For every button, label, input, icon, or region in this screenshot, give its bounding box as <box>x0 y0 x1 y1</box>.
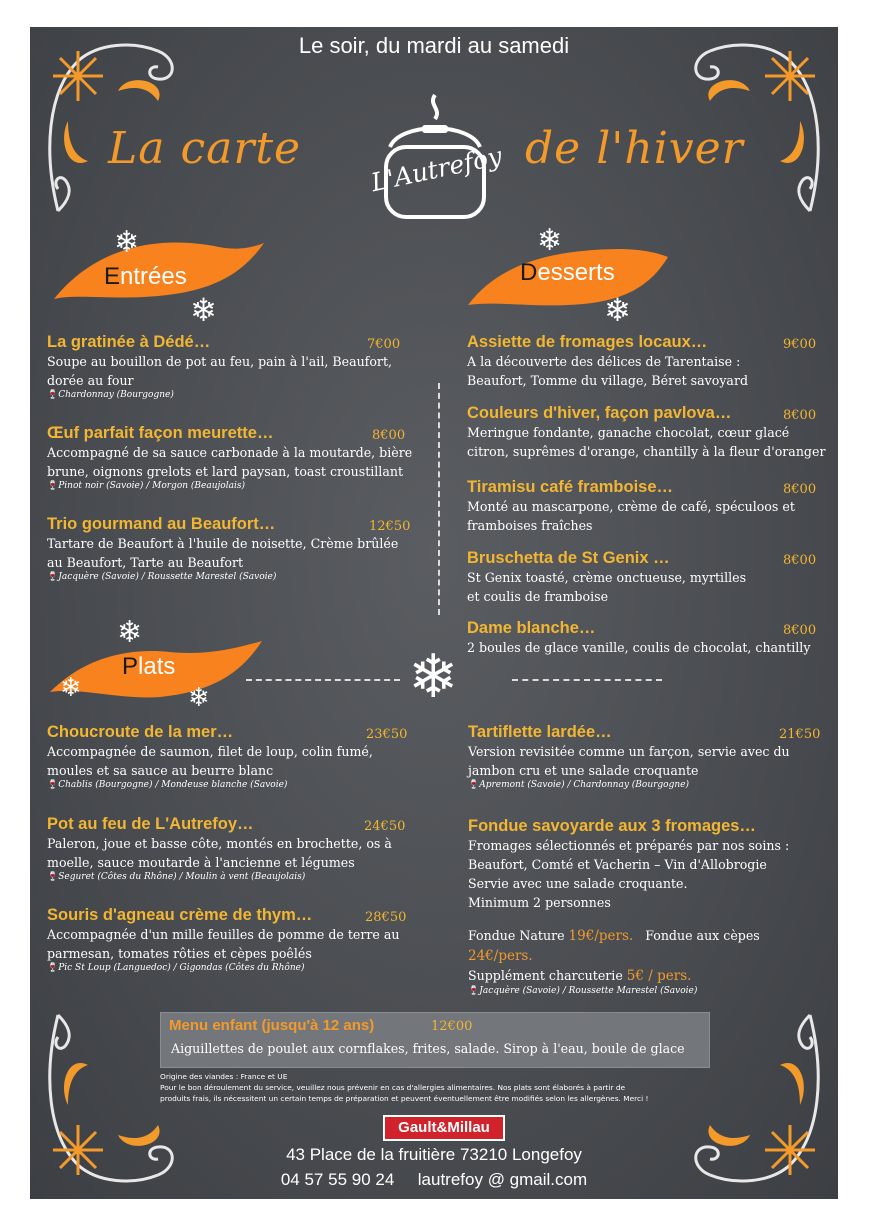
snowflake-icon: ❄ <box>408 642 459 712</box>
entrees-banner-title: Entrées <box>104 263 187 290</box>
dish-name: Tiramisu café framboise… <box>467 478 674 496</box>
dish-name: Œuf parfait façon meurette… <box>47 424 274 442</box>
kids-menu-box <box>160 1012 710 1068</box>
dessert-item <box>467 404 832 461</box>
horizontal-divider-right <box>512 679 662 681</box>
dish-price: 9€00 <box>783 337 817 352</box>
dish-price: 28€50 <box>365 910 407 925</box>
snowflake-icon: ❄ <box>60 673 82 703</box>
dish-description: Tartare de Beaufort à l'huile de noisette, Crème brûlée au Beaufort, Tarte au Beaufort <box>47 536 399 570</box>
title-right: de l'hiver <box>525 123 744 174</box>
wine-glass-icon: 🍷 <box>47 780 59 790</box>
plat-item <box>47 723 422 790</box>
wine-pairing: 🍷Apremont (Savoie) / Chardonnay (Bourgogne) <box>468 780 690 790</box>
dish-name: Fondue savoyarde aux 3 fromages… <box>468 817 756 835</box>
dish-description: Monté au mascarpone, crème de café, spéculoos et framboises fraîches <box>467 499 795 533</box>
dish-name: La gratinée à Dédé… <box>47 333 211 351</box>
wine-glass-icon: 🍷 <box>47 572 59 582</box>
allergy-note-2: produits frais, ils nécessitent un certain temps de préparation et peuvent éventuellement être modifiés selon les allergènes. Merci ! <box>160 1094 649 1103</box>
plat-item <box>47 906 422 973</box>
entree-item <box>47 424 417 491</box>
snowflake-icon: ❄ <box>604 291 631 329</box>
dessert-item <box>467 333 827 390</box>
dish-price: 8€00 <box>783 553 817 568</box>
dish-name: Trio gourmand au Beaufort… <box>47 515 276 533</box>
wine-glass-icon: 🍷 <box>47 963 59 973</box>
wine-pairing: 🍷Chardonnay (Bourgogne) <box>47 390 174 400</box>
kids-menu-description: Aiguillettes de poulet aux cornflakes, frites, salade. Sirop à l'eau, boule de glace <box>171 1041 685 1056</box>
entree-item <box>47 333 407 400</box>
dish-price: 12€50 <box>369 519 411 534</box>
wine-pairing: 🍷Jacquère (Savoie) / Roussette Marestel (Savoie) <box>468 986 698 996</box>
wine-pairing: 🍷Jacquère (Savoie) / Roussette Marestel (Savoie) <box>47 572 277 582</box>
snowflake-icon: ❄ <box>117 615 143 650</box>
dish-name: Tartiflette lardée… <box>468 723 612 741</box>
desserts-banner-title: Desserts <box>520 259 615 286</box>
dish-description: St Genix toasté, crème onctueuse, myrtilles et coulis de framboise <box>467 570 747 604</box>
dish-description: Version revisitée comme un farçon, servie avec du jambon cru et une salade croquante <box>468 744 790 778</box>
kids-menu-title: Menu enfant (jusqu'à 12 ans) <box>169 1017 375 1034</box>
dessert-item <box>467 478 827 535</box>
dish-description: Accompagnée d'un mille feuilles de pomme de terre au parmesan, tomates rôties et cèpes poêlés <box>47 927 400 961</box>
plats-banner-title: Plats <box>122 653 176 680</box>
dish-description: Paleron, joue et basse côte, montés en brochette, os à moelle, sauce moutarde à l'ancienne et légumes <box>47 836 392 870</box>
dish-name: Couleurs d'hiver, façon pavlova… <box>467 404 732 422</box>
wine-glass-icon: 🍷 <box>47 872 59 882</box>
snowflake-icon: ❄ <box>190 291 217 329</box>
entree-item <box>47 515 417 582</box>
snowflake-icon: ❄ <box>188 683 210 713</box>
dish-name: Pot au feu de L'Autrefoy… <box>47 815 254 833</box>
dessert-item <box>467 619 827 657</box>
footer-address: 43 Place de la fruitière 73210 Longefoy <box>286 1145 582 1164</box>
dish-price: 7€00 <box>367 337 401 352</box>
dish-description: 2 boules de glace vanille, coulis de chocolat, chantilly <box>467 640 811 655</box>
chalkboard <box>30 27 838 1199</box>
wine-glass-icon: 🍷 <box>468 986 480 996</box>
dish-price: 8€00 <box>783 408 817 423</box>
origin-note: Origine des viandes : France et UE <box>160 1072 288 1081</box>
dish-name: Souris d'agneau crème de thym… <box>47 906 313 924</box>
title-left: La carte <box>108 123 302 174</box>
gault-millau-badge: Gault&Millau <box>383 1115 505 1141</box>
dish-description: Accompagnée de saumon, filet de loup, colin fumé, moules et sa sauce au beurre blanc <box>47 744 373 778</box>
dish-name: Choucroute de la mer… <box>47 723 234 741</box>
wine-pairing: 🍷Pic St Loup (Languedoc) / Gigondas (Côtes du Rhône) <box>47 963 305 973</box>
dish-description: Accompagné de sa sauce carbonade à la moutarde, bière brune, oignons grelots et lard paysan, toast croustillant <box>47 445 413 479</box>
kids-menu-price: 12€00 <box>431 1019 473 1034</box>
wine-glass-icon: 🍷 <box>47 390 59 400</box>
footer-contact <box>30 1170 838 1190</box>
phone-number[interactable]: 04 57 55 90 24 <box>280 1170 395 1189</box>
dish-description: Fromages sélectionnés et préparés par nos soins : Beaufort, Comté et Vacherin – Vin d'Allobrogie Servie avec une salade croquante. Minimum 2 personnes <box>468 838 790 910</box>
fondue-prices: Fondue Nature 19€/pers. Fondue aux cèpes 24€/pers. Supplément charcuterie 5€ / pers. <box>468 928 760 984</box>
dish-price: 21€50 <box>779 727 821 742</box>
footnotes <box>160 1071 750 1104</box>
wine-glass-icon: 🍷 <box>47 481 59 491</box>
dish-name: Dame blanche… <box>467 619 596 637</box>
plat-item <box>47 815 422 882</box>
dish-name: Assiette de fromages locaux… <box>467 333 708 351</box>
wine-pairing: 🍷Chablis (Bourgogne) / Mondeuse blanche (Savoie) <box>47 780 288 790</box>
dish-name: Bruschetta de St Genix … <box>467 549 670 567</box>
wine-glass-icon: 🍷 <box>468 780 480 790</box>
schedule-text: Le soir, du mardi au samedi <box>298 33 570 58</box>
dish-price: 8€00 <box>372 428 406 443</box>
dish-description: Soupe au bouillon de pot au feu, pain à l'ail, Beaufort, dorée au four <box>47 354 393 388</box>
dish-price: 24€50 <box>364 819 406 834</box>
email-address[interactable]: lautrefoy @ gmail.com <box>417 1170 588 1189</box>
allergy-note-1: Pour le bon déroulement du service, veuillez nous prévenir en cas d'allergies alimentaires. Nos plats sont élaborés à partir de <box>160 1083 626 1092</box>
snowflake-icon: ❄ <box>114 225 140 260</box>
logo-text: L'Autrefoy <box>368 141 505 198</box>
wine-pairing: 🍷Pinot noir (Savoie) / Morgon (Beaujolais) <box>47 481 245 491</box>
dish-description: Meringue fondante, ganache chocolat, cœur glacé citron, suprêmes d'orange, chantilly à la fleur d'oranger <box>467 425 826 459</box>
dish-description: A la découverte des délices de Tarentaise : Beaufort, Tomme du village, Béret savoyard <box>467 354 749 388</box>
vertical-divider <box>438 383 440 615</box>
plat-item <box>468 723 828 790</box>
dessert-item <box>467 549 827 606</box>
dish-price: 8€00 <box>783 482 817 497</box>
horizontal-divider-left <box>246 679 400 681</box>
plat-item <box>468 817 828 996</box>
dish-price: 23€50 <box>366 727 408 742</box>
snowflake-icon: ❄ <box>537 223 563 258</box>
dish-price: 8€00 <box>783 623 817 638</box>
wine-pairing: 🍷Seguret (Côtes du Rhône) / Moulin à vent (Beaujolais) <box>47 872 306 882</box>
